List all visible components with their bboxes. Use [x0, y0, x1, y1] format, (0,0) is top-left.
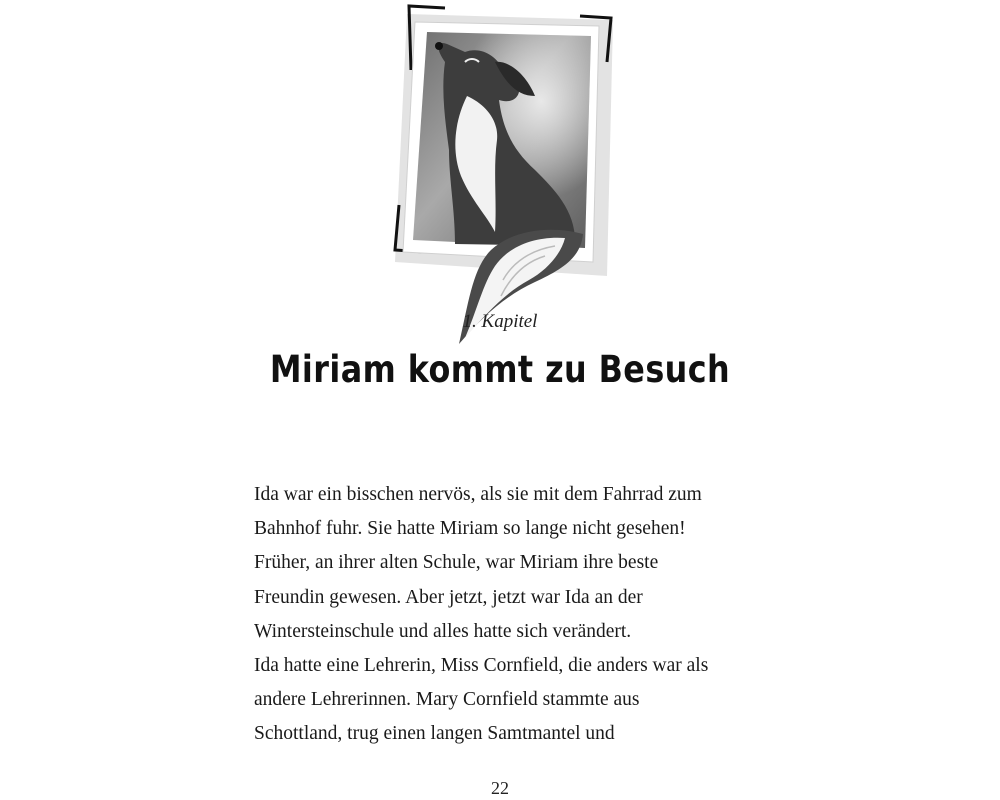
body-line: Ida hatte eine Lehrerin, Miss Cornfield, die anders war als — [254, 655, 709, 677]
body-line: Schottland, trug einen langen Samtmantel und — [254, 723, 615, 745]
fox-nose — [435, 42, 443, 50]
chapter-title: Miriam kommt zu Besuch — [269, 348, 731, 391]
body-line: Bahnhof fuhr. Sie hatte Miriam so lange nicht gesehen! — [254, 518, 686, 540]
chapter-label: 1. Kapitel — [462, 311, 538, 332]
page-number: 22 — [491, 778, 509, 798]
body-text — [254, 478, 774, 752]
body-line: Freundin gewesen. Aber jetzt, jetzt war Ida an der — [254, 586, 643, 608]
fox-illustration — [385, 0, 620, 350]
body-line: Wintersteinschule und alles hatte sich verändert. — [254, 620, 632, 642]
body-line: andere Lehrerinnen. Mary Cornfield stammte aus — [254, 689, 640, 711]
body-line: Ida war ein bisschen nervös, als sie mit dem Fahrrad zum — [254, 484, 702, 505]
body-line: Früher, an ihrer alten Schule, war Miriam ihre beste — [254, 552, 659, 574]
